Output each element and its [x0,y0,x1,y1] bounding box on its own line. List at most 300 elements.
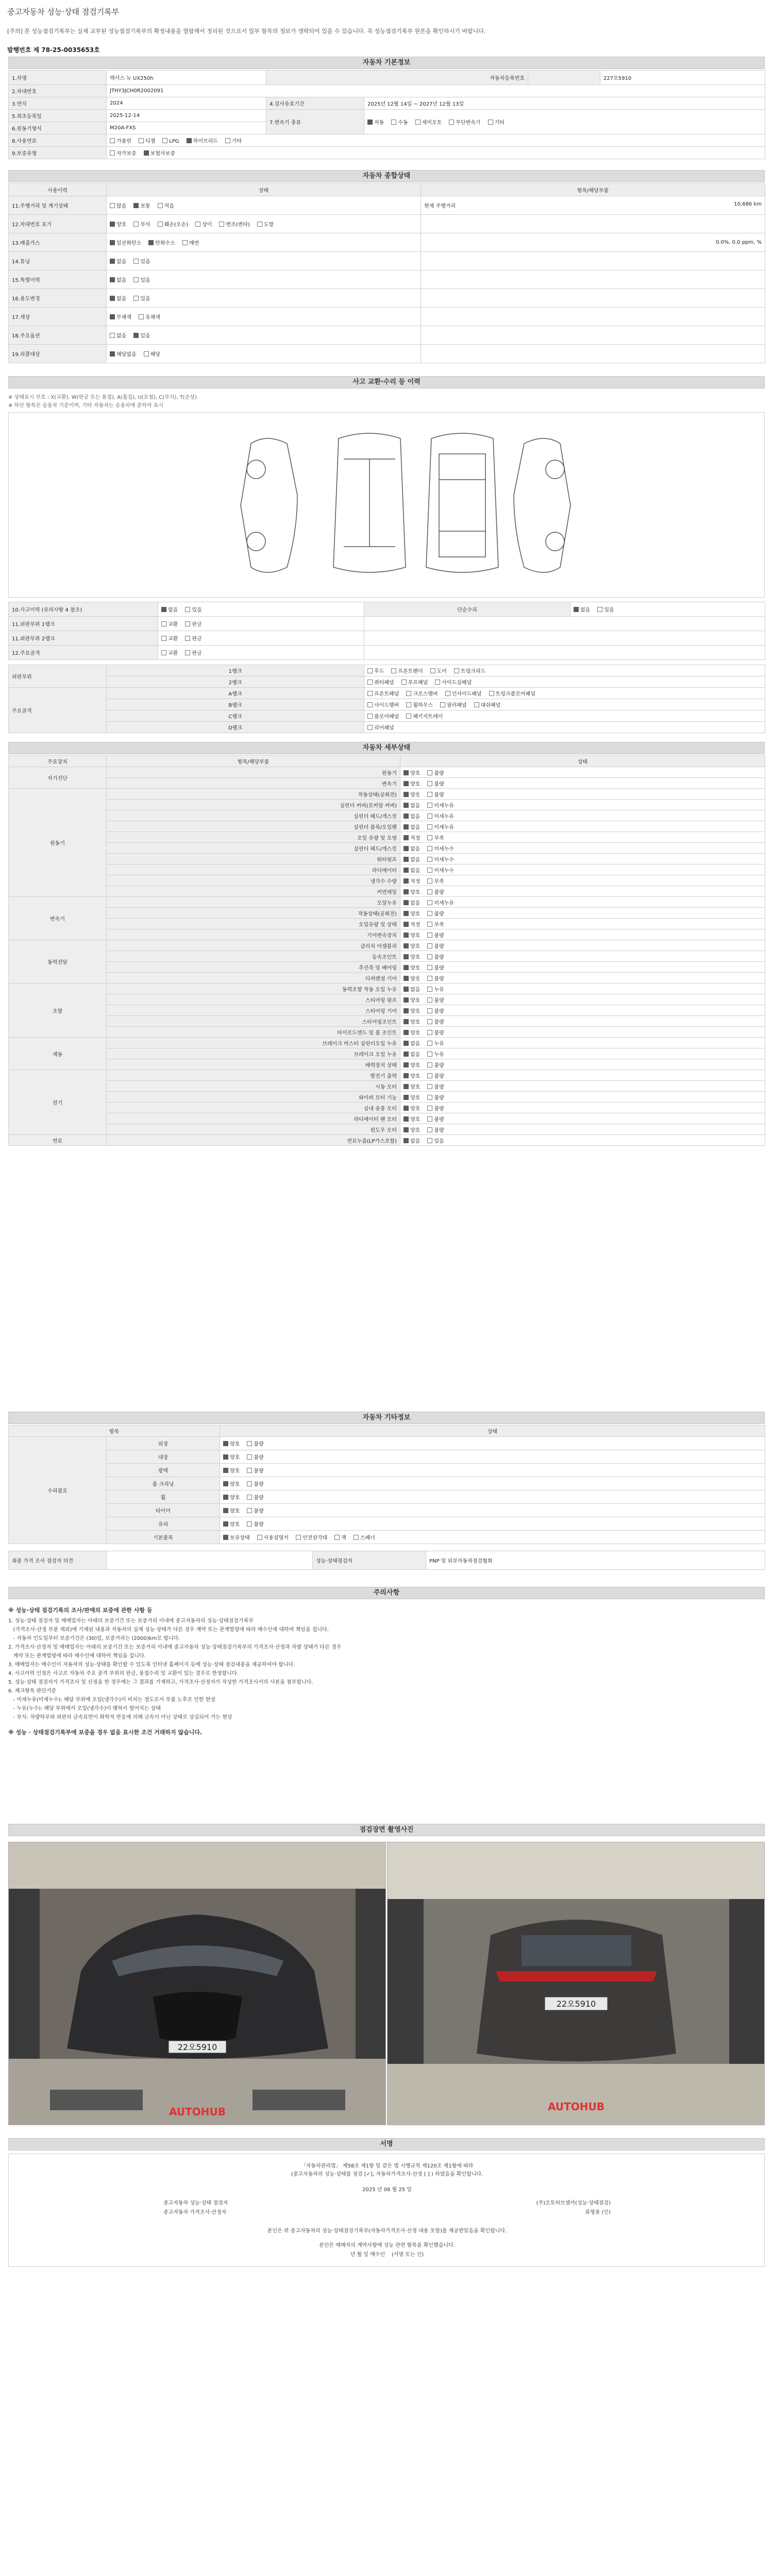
overall-row [9,215,765,233]
checkbox-icon[interactable] [427,997,432,1003]
checkbox-icon[interactable] [148,240,154,245]
option-2[interactable]: 안전삼각대 [296,1533,327,1541]
option-3[interactable]: 잭 [334,1533,346,1541]
option-0[interactable]: 양호 [223,1520,240,1528]
other-row-options [220,1490,765,1504]
checkbox-icon[interactable] [404,878,409,884]
detail-row [9,1081,765,1092]
checkbox-icon[interactable] [427,1084,432,1089]
checkbox-icon[interactable] [247,1454,252,1460]
checkbox-icon[interactable] [404,803,409,808]
checkbox-icon[interactable] [427,868,432,873]
other-row-label: 룸 크리닝 [107,1477,220,1490]
checkbox-icon[interactable] [427,824,432,829]
detail-item-label: 실린더 블록/오일팬 [107,821,400,832]
checkbox-icon[interactable] [257,222,262,227]
detail-row [9,1027,765,1038]
checkbox-icon[interactable] [110,351,115,357]
checkbox-icon[interactable] [185,650,190,655]
checkbox-icon[interactable] [427,976,432,981]
checkbox-icon[interactable] [110,333,115,338]
checkbox-icon[interactable] [404,976,409,981]
checkbox-icon[interactable] [574,607,579,612]
checkbox-icon[interactable] [158,203,163,208]
detail-item-options: 양호 불량 [400,1059,765,1070]
option-1[interactable]: 유채색 [139,313,160,320]
checkbox-icon[interactable] [404,987,409,992]
other-row-label: 광택 [107,1464,220,1477]
detail-group-label: 전기 [9,1070,107,1135]
checkbox-icon[interactable] [488,120,493,125]
checkbox-icon[interactable] [404,770,409,775]
checkbox-icon[interactable] [223,1454,228,1460]
detail-item-options: 양호 불량 [400,778,765,789]
accident-row [9,631,765,646]
option-1[interactable]: 판금 [185,634,201,642]
fuel-label: 8.사용연료 [9,134,107,147]
option-1[interactable]: 탄화수소 [148,239,175,246]
detail-row [9,810,765,821]
option-2[interactable]: 매연 [182,239,199,246]
checkbox-icon[interactable] [427,965,432,970]
checkbox-icon[interactable] [195,222,200,227]
option-0[interactable]: 없음 [110,257,126,265]
option-1[interactable]: 있음 [133,276,150,283]
detail-item-label: 스티어링조인트 [107,1016,400,1027]
section-notice: 주의사항 [8,1587,765,1599]
option-0[interactable]: 일산화탄소 [110,239,141,246]
option-0[interactable]: 교환 [161,649,178,656]
other-row [9,1517,765,1531]
detail-row [9,789,765,800]
option-1[interactable]: 판금 [185,620,201,628]
option-1[interactable]: 불량 [247,1520,263,1528]
notice-item: - 자동차 인도일부터 보증기간은 (30)일, 보증거리는 (2000)km로 합니다. [8,1636,180,1641]
checkbox-icon[interactable] [223,1521,228,1527]
checkbox-icon[interactable] [427,1062,432,1067]
overall-row-extra: 현재 주행거리 10,686 km [421,196,765,215]
checkbox-icon[interactable] [133,277,139,282]
detail-item-options: 양호 불량 [400,929,765,940]
detail-row [9,854,765,865]
checkbox-icon[interactable] [391,120,396,125]
option-1[interactable]: 보험사보증 [144,149,175,157]
option-1[interactable]: 판금 [185,649,201,656]
option-0[interactable]: 보유상태 [223,1533,250,1541]
overall-header-item: 항목/해당부품 [421,184,765,196]
option-0[interactable]: 양호 [223,1453,240,1461]
checkbox-icon[interactable] [427,1073,432,1078]
option-2[interactable]: LPG [162,138,179,144]
detail-item-options: 양호 불량 [400,1016,765,1027]
checkbox-icon[interactable] [404,781,409,786]
detail-row [9,1092,765,1103]
option-1[interactable]: 있음 [133,331,150,339]
detail-item-options: 없음 있음 [400,1135,765,1146]
checkbox-icon[interactable] [247,1508,252,1513]
overall-row-label: 11.주행거리 및 계기상태 [9,196,107,215]
checkbox-icon[interactable] [427,933,432,938]
overall-row-label: 12.차대번호 표기 [9,215,107,233]
section-photos: 점검장면 촬영사진 [8,1824,765,1836]
option-4[interactable]: 기타 [488,118,505,126]
option-2[interactable]: 훼손(오손) [158,220,188,228]
detail-item-options: 양호 불량 [400,1027,765,1038]
detail-row [9,821,765,832]
checkbox-icon[interactable] [404,824,409,829]
checkbox-icon[interactable] [110,314,115,319]
accident-row-label: 11.외판부위 2랭크 [9,631,158,646]
checkbox-icon[interactable] [427,954,432,959]
checkbox-icon[interactable] [404,1041,409,1046]
section-detail-status: 자동차 세부상태 [8,742,765,754]
detail-item-label: 타이로드엔드 및 볼 조인트 [107,1027,400,1038]
overall-row-label: 17.색상 [9,308,107,326]
detail-row [9,886,765,897]
checkbox-icon[interactable] [427,878,432,884]
option-1[interactable]: 불량 [247,1480,263,1487]
checkbox-icon[interactable] [110,222,115,227]
checkbox-icon[interactable] [144,351,149,357]
checkbox-icon[interactable] [133,222,139,227]
checkbox-icon[interactable] [404,1062,409,1067]
notice-heading: ※ 성능·상태 점검기록의 조사/판매의 보증에 관한 사항 등 [8,1607,153,1614]
option-0[interactable]: 교환 [161,620,178,628]
detail-item-label: 추진축 및 베어링 [107,962,400,973]
checkbox-icon[interactable] [415,120,421,125]
checkbox-icon[interactable] [427,1116,432,1122]
checkbox-icon[interactable] [185,621,190,626]
option-0[interactable]: 양호 [223,1439,240,1447]
option-1[interactable]: 사용설명서 [257,1533,289,1541]
section-overall-status: 자동차 종합상태 [8,170,765,182]
overall-row [9,252,765,270]
detail-group-label: 원동기 [9,789,107,897]
option-0[interactable]: 없음 [574,605,590,613]
checkbox-icon[interactable] [110,203,115,208]
detail-header-state: 상태 [400,756,765,767]
detail-item-options: 양호 불량 [400,951,765,962]
detail-item-label: 스티어링 기어 [107,1005,400,1016]
plate-front-text: 22오5910 [177,2042,217,2052]
option-2[interactable]: 적음 [158,201,174,209]
checkbox-icon[interactable] [161,621,166,626]
checkbox-icon[interactable] [223,1508,228,1513]
other-row [9,1477,765,1490]
checkbox-icon[interactable] [427,1106,432,1111]
option-1[interactable]: 불량 [247,1453,263,1461]
checkbox-icon[interactable] [161,650,166,655]
checkbox-icon[interactable] [404,835,409,840]
detail-item-options: 양호 불량 [400,973,765,984]
checkbox-icon[interactable] [257,1535,262,1540]
option-1[interactable]: 불량 [247,1466,263,1474]
option-0[interactable]: 해당없음 [110,350,137,358]
checkbox-icon[interactable] [427,943,432,948]
option-1[interactable]: 수동 [391,118,408,126]
checkbox-icon[interactable] [144,150,149,156]
basic-info-table [8,70,765,159]
overall-row [9,326,765,345]
detail-row [9,875,765,886]
accident-row-options [158,602,364,617]
checkbox-icon[interactable] [404,922,409,927]
document-number: 발행번호 제 78-25-0035653호 [7,46,100,54]
option-1[interactable]: 있음 [133,257,150,265]
checkbox-icon[interactable] [427,1138,432,1143]
checkbox-icon[interactable] [404,900,409,905]
option-0[interactable]: 없음 [110,276,126,283]
checkbox-icon[interactable] [404,1084,409,1089]
checkbox-icon[interactable] [110,150,115,156]
checkbox-icon[interactable] [219,222,224,227]
detail-item-options: 적정 부족 [400,875,765,886]
option-0[interactable]: 자동 [367,118,384,126]
option-0[interactable]: 양호 [110,220,126,228]
checkbox-icon[interactable] [404,1106,409,1111]
notice-item: 6. 체크항목 판단기준 [8,1688,57,1694]
checkbox-icon[interactable] [247,1441,252,1446]
checkbox-icon[interactable] [427,1019,432,1024]
checkbox-icon[interactable] [404,954,409,959]
checkbox-icon[interactable] [161,607,166,612]
accident-row-options [158,617,364,631]
option-0[interactable]: 없음 [161,605,178,613]
other-row-label: 유리 [107,1517,220,1531]
option-3[interactable]: 상이 [195,220,212,228]
checkbox-icon[interactable] [404,814,409,819]
option-0[interactable]: 양호 [223,1480,240,1487]
notice-item: - 부식: 차량하부와 외판의 금속표면이 화학적 반응에 의해 금속이 아닌 상태로 상실되어 가는 현상 [8,1715,232,1720]
other-row [9,1504,765,1517]
detail-item-options: 없음 누유 [400,1038,765,1048]
checkbox-icon[interactable] [404,1030,409,1035]
checkbox-icon[interactable] [110,240,115,245]
checkbox-icon[interactable] [427,846,432,851]
detail-item-label: 워터펌프 [107,854,400,865]
checkbox-icon[interactable] [247,1481,252,1486]
option-0[interactable]: 가솔린 [110,137,131,144]
checkbox-icon[interactable] [139,314,144,319]
option-3[interactable]: 하이브리드 [187,137,218,144]
reg-no-value: 227오5910 [600,71,765,85]
option-1[interactable]: 불량 [247,1439,263,1447]
checkbox-icon[interactable] [597,607,602,612]
price-opinion-label: 최종 가격 조사 점검자 의견 [9,1551,107,1570]
option-0[interactable]: 없음 [110,331,126,339]
year-label: 3.연식 [9,97,107,110]
detail-row [9,1103,765,1113]
checkbox-icon[interactable] [404,1127,409,1132]
reg-no-blank [528,71,600,85]
option-1[interactable]: 불량 [247,1493,263,1501]
detail-row [9,919,765,929]
garage-brand-front: AUTOHUB [169,2106,226,2118]
checkbox-icon[interactable] [404,943,409,948]
option-1[interactable]: 있음 [597,605,614,613]
overall-row-extra [421,289,765,308]
option-0[interactable]: 없음 [110,294,126,302]
overall-row-label: 15.특별이력 [9,270,107,289]
checkbox-icon[interactable] [225,138,230,143]
accident-row-label: 10.사고이력 (유의사항 4 참조) [9,602,158,617]
option-3[interactable]: 무단변속기 [449,118,480,126]
checkbox-icon[interactable] [404,933,409,938]
checkbox-icon[interactable] [427,803,432,808]
detail-item-options: 양호 불량 [400,1092,765,1103]
checkbox-icon[interactable] [427,889,432,894]
checkbox-icon[interactable] [427,770,432,775]
checkbox-icon[interactable] [334,1535,340,1540]
checkbox-icon[interactable] [427,857,432,862]
detail-row [9,843,765,854]
checkbox-icon[interactable] [404,1052,409,1057]
checkbox-icon[interactable] [427,922,432,927]
checkbox-icon[interactable] [427,1127,432,1132]
detail-item-label: 실린더 커버(로커암 커버) [107,800,400,810]
option-4[interactable]: 변조(변타) [219,220,249,228]
detail-item-label: 와이퍼 모터 기능 [107,1092,400,1103]
warranty-options [107,147,765,159]
detail-item-options: 양호 불량 [400,1081,765,1092]
checkbox-icon[interactable] [404,889,409,894]
checkbox-icon[interactable] [427,911,432,916]
option-1[interactable]: 해당 [144,350,160,358]
detail-item-label: 라디에이터 [107,865,400,875]
checkbox-icon[interactable] [427,814,432,819]
checkbox-icon[interactable] [354,1535,359,1540]
checkbox-icon[interactable] [427,835,432,840]
checkbox-icon[interactable] [367,120,373,125]
checkbox-icon[interactable] [404,792,409,797]
checkbox-icon[interactable] [185,607,190,612]
option-0[interactable]: 무채색 [110,313,131,320]
detail-item-label: 디퍼렌셜 기어 [107,973,400,984]
checkbox-icon[interactable] [133,203,139,208]
checkbox-icon[interactable] [296,1535,301,1540]
detail-row [9,1070,765,1081]
checkbox-icon[interactable] [110,259,115,264]
checkbox-icon[interactable] [223,1468,228,1473]
detail-row [9,1135,765,1146]
appraiser-value: 류형용 (인) [585,2210,611,2215]
checkbox-icon[interactable] [427,1030,432,1035]
option-1[interactable]: 부식 [133,220,150,228]
checkbox-icon[interactable] [404,868,409,873]
option-4[interactable]: 기타 [225,137,242,144]
checkbox-icon[interactable] [223,1441,228,1446]
plate-rear-text: 22오5910 [556,1999,596,2009]
checkbox-icon[interactable] [404,1138,409,1143]
option-0[interactable]: 양호 [223,1466,240,1474]
checkbox-icon[interactable] [182,240,188,245]
option-0[interactable]: 양호 [223,1493,240,1501]
other-row-label: 휠 [107,1490,220,1504]
checkbox-icon[interactable] [139,138,144,143]
checkbox-icon[interactable] [427,987,432,992]
checkbox-icon[interactable] [404,1008,409,1013]
detail-row [9,994,765,1005]
photo-front [8,1842,386,2125]
option-1[interactable]: 불량 [247,1506,263,1514]
option-2[interactable]: 세미오토 [415,118,442,126]
inspector-value: (주)오토허브셀카(성능·상태점검) [536,2200,611,2206]
checkbox-icon[interactable] [223,1481,228,1486]
option-5[interactable]: 도말 [257,220,274,228]
checkbox-icon[interactable] [133,333,139,338]
checkbox-icon[interactable] [404,1095,409,1100]
option-0[interactable]: 자가보증 [110,149,137,157]
detail-item-label: 커먼레일 [107,886,400,897]
option-0[interactable]: 양호 [223,1506,240,1514]
checkbox-icon[interactable] [427,792,432,797]
checkbox-icon[interactable] [404,1073,409,1078]
detail-row [9,1038,765,1048]
checkbox-icon[interactable] [404,857,409,862]
option-4[interactable]: 스패너 [354,1533,375,1541]
detail-item-label: 냉각수 수량 [107,875,400,886]
checkbox-icon[interactable] [162,138,167,143]
accident-row-options [158,631,364,646]
detail-row [9,929,765,940]
option-1[interactable]: 디젤 [139,137,155,144]
checkbox-icon[interactable] [404,846,409,851]
detail-item-label: 배력장치 상태 [107,1059,400,1070]
overall-row-options [107,326,421,345]
detail-header-device: 주요장치 [9,756,107,767]
detail-item-label: 변속기 [107,778,400,789]
checkbox-icon[interactable] [185,636,190,641]
checkbox-icon[interactable] [427,781,432,786]
checkbox-icon[interactable] [404,1116,409,1122]
checkbox-icon[interactable] [427,1008,432,1013]
checkbox-icon[interactable] [110,277,115,282]
checkbox-icon[interactable] [110,138,115,143]
checkbox-icon[interactable] [404,911,409,916]
checkbox-icon[interactable] [133,296,139,301]
checkbox-icon[interactable] [404,965,409,970]
section-other-info: 자동차 기타정보 [8,1412,765,1424]
detail-item-options: 적정 부족 [400,919,765,929]
checkbox-icon[interactable] [223,1495,228,1500]
checkbox-icon[interactable] [427,1052,432,1057]
checkbox-icon[interactable] [404,1019,409,1024]
checkbox-icon[interactable] [427,1041,432,1046]
checkbox-icon[interactable] [133,259,139,264]
checkbox-icon[interactable] [110,296,115,301]
checkbox-icon[interactable] [223,1535,228,1540]
checkbox-icon[interactable] [449,120,454,125]
checkbox-icon[interactable] [427,1095,432,1100]
checkbox-icon[interactable] [187,138,192,143]
checkbox-icon[interactable] [161,636,166,641]
checkbox-icon[interactable] [247,1521,252,1527]
overall-row-extra [421,326,765,345]
checkbox-icon[interactable] [247,1468,252,1473]
option-1[interactable]: 보통 [133,201,150,209]
option-0[interactable]: 많음 [110,201,126,209]
other-row-options [220,1531,765,1544]
other-row [9,1531,765,1544]
option-1[interactable]: 있음 [133,294,150,302]
checkbox-icon[interactable] [158,222,163,227]
other-row-label: 타이어 [107,1504,220,1517]
option-1[interactable]: 있음 [185,605,201,613]
option-0[interactable]: 교환 [161,634,178,642]
checkbox-icon[interactable] [247,1495,252,1500]
checkbox-icon[interactable] [404,997,409,1003]
checkbox-icon[interactable] [427,900,432,905]
